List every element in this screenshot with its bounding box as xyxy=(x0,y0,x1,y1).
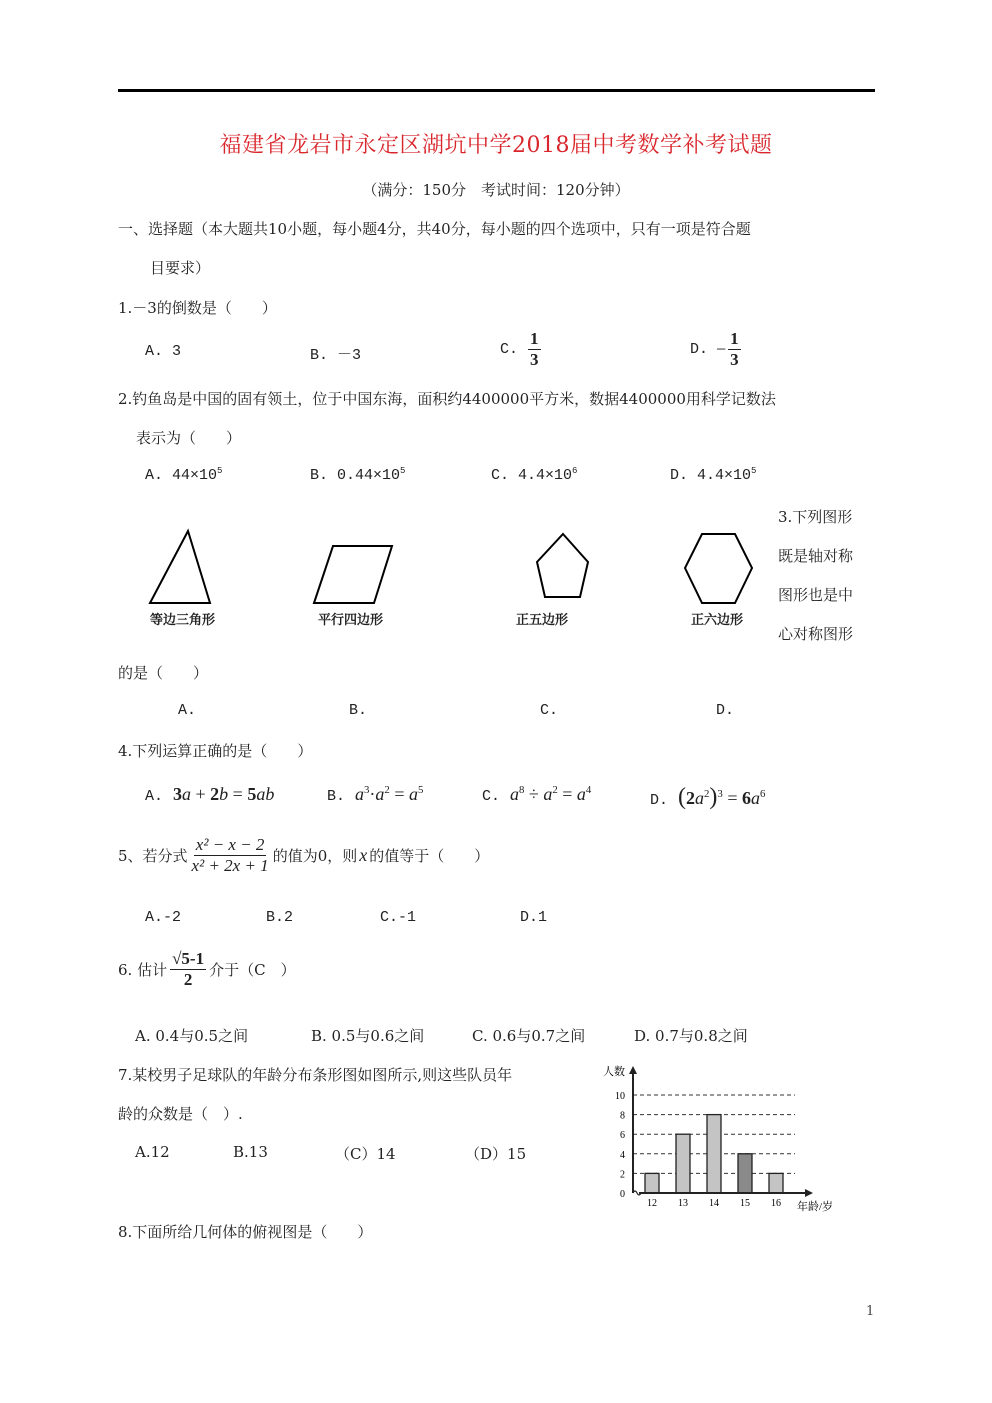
q1-option-c[interactable] xyxy=(500,330,541,369)
q3-stem-end: 的是（ ） xyxy=(118,664,209,682)
q7-option-b[interactable]: B.13 xyxy=(233,1143,268,1161)
q7-option-c[interactable]: （C）14 xyxy=(335,1145,396,1163)
option-exponent: 5 xyxy=(400,466,406,476)
q4-option-d[interactable] xyxy=(650,784,765,811)
x-tick-label: 16 xyxy=(771,1198,781,1209)
bar-15 xyxy=(738,1154,752,1193)
option-label: A. xyxy=(145,467,164,484)
q1-stem: 1.－3的倒数是（ ） xyxy=(118,299,277,317)
q7-option-d[interactable]: （D）15 xyxy=(465,1145,527,1163)
q3-side-text-1: 3.下列图形 xyxy=(778,508,853,526)
minus-sign: − xyxy=(716,338,727,359)
section-heading-line1: 一、选择题（本大题共10小题，每小题4分，共40分，每小题的四个选项中，只有一项是符合题 xyxy=(118,220,751,238)
fraction-numerator: 1 xyxy=(730,329,739,348)
q3-option-d[interactable]: D. xyxy=(716,702,735,719)
q3-side-text-2: 既是轴对称 xyxy=(778,547,854,565)
option-label: B. xyxy=(327,788,346,805)
q1-option-c-fraction xyxy=(528,330,541,369)
x-axis-label: 年龄/岁 xyxy=(797,1201,834,1213)
q5-variable: x xyxy=(359,844,368,865)
q6-option-a[interactable]: A. 0.4与0.5之间 xyxy=(135,1027,249,1045)
q5-fraction xyxy=(190,836,271,875)
q6-option-b[interactable]: B. 0.5与0.6之间 xyxy=(311,1027,425,1045)
regular-hexagon-shape xyxy=(685,534,752,603)
q4-stem: 4.下列运算正确的是（ ） xyxy=(118,742,313,760)
x-axis-arrow-icon xyxy=(805,1189,813,1197)
q3-side-text-4: 心对称图形 xyxy=(778,625,854,643)
fraction-denominator: 2 xyxy=(183,969,193,989)
q2-option-a[interactable] xyxy=(145,467,222,484)
option-label: D. xyxy=(650,792,669,809)
q4-option-c[interactable] xyxy=(482,784,591,805)
q6-stem xyxy=(118,950,296,989)
q2-stem-line2: 表示为（ ） xyxy=(136,429,242,447)
q5-prefix: 5、若分式 xyxy=(118,846,188,865)
bar-12 xyxy=(645,1173,659,1193)
bar-16 xyxy=(769,1173,783,1193)
q8-stem: 8.下面所给几何体的俯视图是（ ） xyxy=(118,1223,373,1241)
regular-pentagon-shape xyxy=(537,534,588,597)
age-bar-chart xyxy=(595,1058,845,1218)
equilateral-triangle-shape xyxy=(150,531,210,603)
q7-option-a[interactable]: A.12 xyxy=(135,1143,170,1161)
q6-fraction xyxy=(170,950,206,989)
q7-stem-line1: 7.某校男子足球队的年龄分布条形图如图所示,则这些队员年 xyxy=(118,1066,513,1084)
fraction-denominator: 3 xyxy=(530,349,539,369)
shape-label-pentagon: 正五边形 xyxy=(516,613,569,628)
q1-option-b[interactable]: B. －3 xyxy=(310,347,362,364)
x-tick-label: 15 xyxy=(740,1198,750,1209)
option-mantissa: 0.44×10 xyxy=(337,467,401,484)
q5-stem xyxy=(118,836,489,875)
bar-13 xyxy=(676,1134,690,1193)
q1-option-d-label: D. xyxy=(690,340,709,358)
q4-option-b[interactable] xyxy=(327,784,423,805)
y-tick-label: 0 xyxy=(620,1189,625,1200)
q6-option-d[interactable]: D. 0.7与0.8之间 xyxy=(634,1027,748,1045)
y-tick-label: 8 xyxy=(620,1110,625,1122)
q6-option-c[interactable]: C. 0.6与0.7之间 xyxy=(472,1027,586,1045)
q4-option-d-expr: $(2a^2)^3 = 6a^6$ xyxy=(678,784,766,810)
q2-option-c[interactable] xyxy=(491,467,577,484)
q1-option-c-label: C. xyxy=(500,340,519,358)
q1-option-d[interactable] xyxy=(690,330,741,369)
option-exponent: 6 xyxy=(572,466,578,476)
section-heading-line2: 目要求） xyxy=(150,259,211,277)
option-mantissa: 4.4×10 xyxy=(518,467,573,484)
y-tick-label: 2 xyxy=(620,1169,625,1181)
bar-14 xyxy=(707,1115,721,1193)
page-number: 1 xyxy=(866,1304,875,1319)
exam-subtitle: （满分：150分 考试时间：120分钟） xyxy=(362,181,630,199)
q2-option-d[interactable] xyxy=(670,467,756,484)
q3-option-a[interactable]: A. xyxy=(178,702,197,719)
option-mantissa: 44×10 xyxy=(172,467,218,484)
q6-suffix: 介于（C ） xyxy=(209,960,296,979)
option-label: B. xyxy=(310,467,329,484)
fraction-numerator: √5-1 xyxy=(172,949,205,968)
fraction-numerator: 1 xyxy=(530,329,539,348)
q5-option-d[interactable]: D.1 xyxy=(520,909,548,926)
x-tick-label: 14 xyxy=(709,1198,719,1209)
shape-label-hexagon: 正六边形 xyxy=(691,613,744,628)
x-tick-label: 13 xyxy=(678,1198,688,1209)
q7-stem-line2: 龄的众数是（ ）. xyxy=(118,1105,243,1123)
shape-label-triangle: 等边三角形 xyxy=(150,613,216,628)
x-tick-label: 12 xyxy=(647,1198,657,1209)
parallelogram-shape xyxy=(314,546,392,603)
q3-side-text-3: 图形也是中 xyxy=(778,586,854,604)
q1-option-a[interactable]: A. 3 xyxy=(145,343,182,360)
q6-prefix: 6. 估计 xyxy=(118,960,168,979)
y-tick-label: 10 xyxy=(615,1091,625,1102)
shape-label-parallelogram: 平行四边形 xyxy=(318,613,384,628)
fraction-denominator: 3 xyxy=(730,349,739,369)
y-tick-label: 6 xyxy=(620,1130,625,1142)
q5-option-c[interactable]: C.-1 xyxy=(380,909,417,926)
q5-option-b[interactable]: B.2 xyxy=(266,909,294,926)
y-axis-label: 人数 xyxy=(603,1066,625,1078)
q4-option-a[interactable] xyxy=(145,784,274,805)
option-label: D. xyxy=(670,467,689,484)
header-rule xyxy=(118,89,875,92)
q2-option-b[interactable] xyxy=(310,467,405,484)
fraction-denominator: x² + 2x + 1 xyxy=(191,855,269,875)
option-label: A. xyxy=(145,788,164,805)
q4-option-b-expr: $a^3\cdot a^2 = a^5$ xyxy=(355,784,424,804)
option-exponent: 5 xyxy=(751,466,757,476)
y-axis-arrow-icon xyxy=(629,1066,637,1074)
q5-suffix-b: 的值等于（ ） xyxy=(369,846,490,865)
q4-option-a-expr: 3a + 2b = 5ab xyxy=(173,784,275,804)
fraction-numerator: x² − x − 2 xyxy=(195,835,265,854)
q3-shapes-figure xyxy=(140,525,780,625)
q2-stem-line1: 2.钓鱼岛是中国的固有领土，位于中国东海，面积约4400000平方米，数据4400000用科学记数法 xyxy=(118,390,776,408)
q5-suffix-a: 的值为0，则 xyxy=(272,846,358,865)
q4-option-c-expr: $a^8 \div a^2 = a^4$ xyxy=(510,784,592,804)
q3-option-b[interactable]: B. xyxy=(349,702,368,719)
option-label: C. xyxy=(491,467,510,484)
option-label: C. xyxy=(482,788,501,805)
q5-option-a[interactable]: A.-2 xyxy=(145,909,182,926)
y-tick-label: 4 xyxy=(620,1149,625,1161)
option-mantissa: 4.4×10 xyxy=(697,467,752,484)
q3-option-c[interactable]: C. xyxy=(540,702,559,719)
option-exponent: 5 xyxy=(217,466,223,476)
exam-title: 福建省龙岩市永定区湖坑中学2018届中考数学补考试题 xyxy=(219,133,773,158)
q1-option-d-fraction xyxy=(728,330,741,369)
